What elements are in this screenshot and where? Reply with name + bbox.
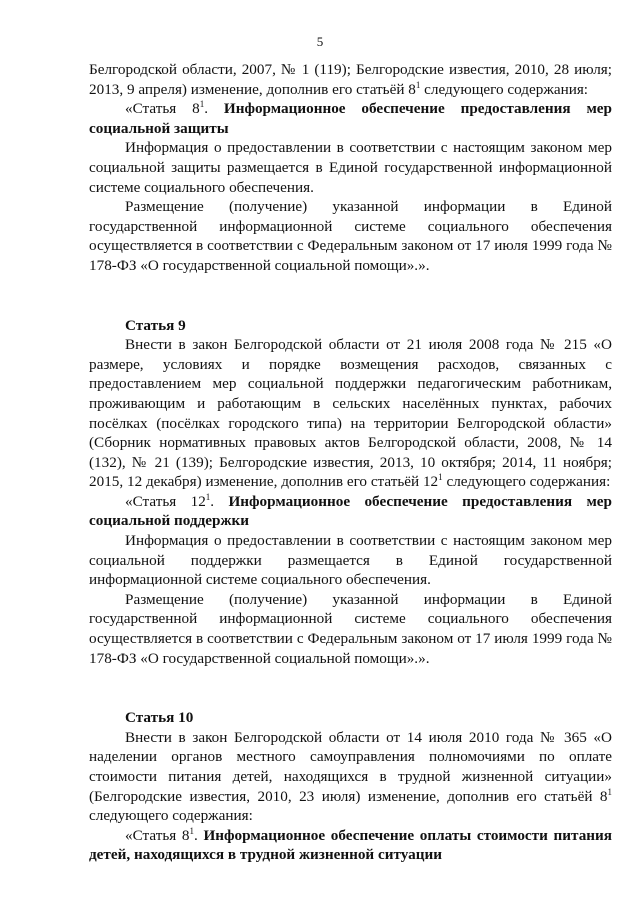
block1-paragraph-2: Размещение (получение) указанной информации в Единой государственной информационной системе социального обеспечения осуществляется в соответствии с Федеральным законом от 17 июля 1999 года № 178-ФЗ «О государственной социальной помощи».». — [89, 198, 612, 274]
block1-article-title: «Статья $8^1$. Информационное обеспечение предоставления мер социальной защиты — [89, 99, 612, 137]
article9-heading: Статья 9 — [125, 316, 186, 334]
article10-intro: Внести в закон Белгородской области от 14 июля 2010 года № 365 «О наделении органов местного самоуправления полномочиями по оплате стоимости питания детей, находящихся в трудной жизненной ситуации» (Белгородские известия, 2010, 23 июля) изменение, дополнив его статьёй $8^1$ следующего содержания: — [89, 728, 612, 825]
block1-intro: Белгородской области, 2007, № 1 (119); Белгородские известия, 2010, 28 июля; 2013, 9 апреля) изменение, дополнив его статьёй $8^1$ следующего содержания: — [89, 61, 612, 98]
article10-article-title: «Статья $8^1$. Информационное обеспечение оплаты стоимости питания детей, находящихся в трудной жизненной ситуации — [89, 825, 613, 864]
article9-article-title: «Статья $12^1$. Информационное обеспечение предоставления мер социальной поддержки — [89, 491, 612, 530]
document-body — [89, 60, 612, 865]
article9-paragraph-1: Информация о предоставлении в соответствии с настоящим законом мер социальной поддержки размещается в Единой государственной информационной системе социального обеспечения. — [89, 532, 612, 589]
page-number: 5 — [316, 34, 324, 49]
article9-intro: Внести в закон Белгородской области от 21 июля 2008 года № 215 «О размере, условиях и порядке возмещения расходов, связанных с предоставлением мер социальной поддержки педагогическим работникам, проживающим и работающим в сельских населённых пунктах, рабочих посёлках (посёлках городского типа) на территории Белгородской области» (Сборник нормативных правовых актов Белгородской области, 2008, № 14 (132), № 21 (139); Белгородские известия, 2013, 10 октября; 2014, 11 ноября; 2015, 12 декабря) изменение, дополнив его статьёй $12^1$ следующего содержания: — [89, 336, 612, 491]
article10-heading: Статья 10 — [125, 709, 194, 727]
article9-paragraph-2: Размещение (получение) указанной информации в Единой государственной информационной системе социального обеспечения осуществляется в соответствии с Федеральным законом от 17 июля 1999 года № 178-ФЗ «О государственной социальной помощи».». — [89, 590, 612, 667]
block1-paragraph-1: Информация о предоставлении в соответствии с настоящим законом мер социальной защиты размещается в Единой государственной информационной системе социального обеспечения. — [89, 139, 612, 196]
